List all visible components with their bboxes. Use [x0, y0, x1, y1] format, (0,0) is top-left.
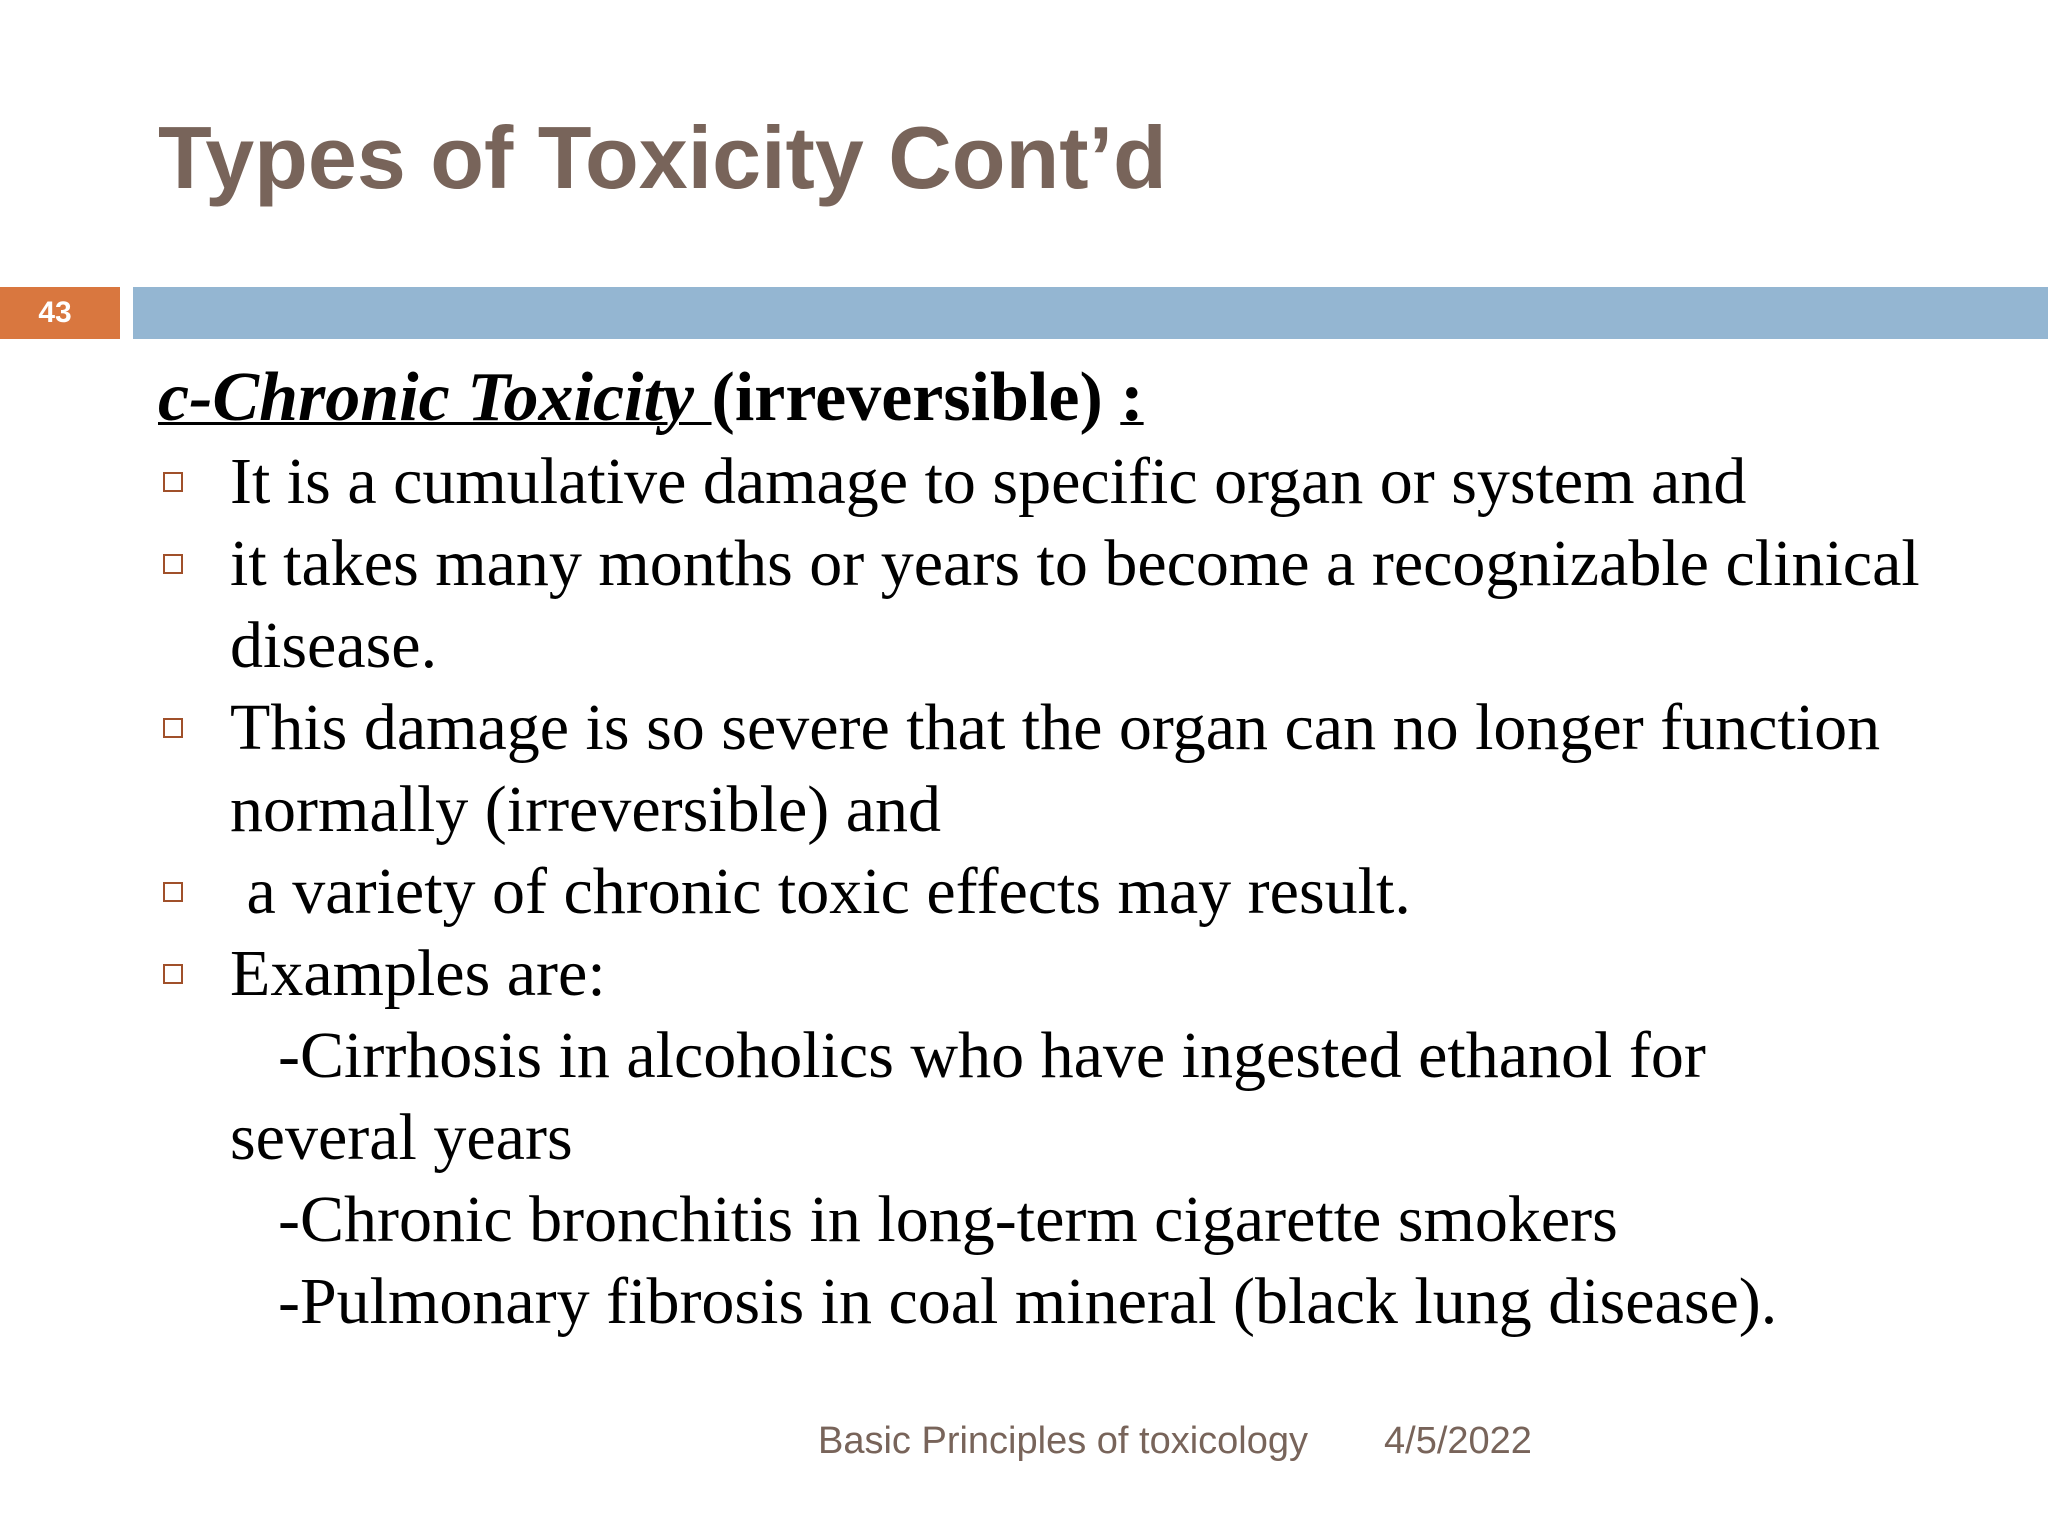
example-text: -Pulmonary fibrosis in coal mineral (black lung disease). — [278, 1265, 1778, 1338]
subheading-qualifier: (irreversible) — [711, 359, 1121, 436]
list-item — [158, 687, 1998, 851]
slide-number-badge: 43 — [0, 287, 120, 339]
bullet-text: It is a cumulative damage to specific organ or system and — [230, 445, 1747, 518]
list-item — [158, 523, 1998, 687]
slide-title: Types of Toxicity Cont’d — [158, 108, 1167, 207]
section-subheading — [158, 355, 1998, 441]
square-bullet-icon — [163, 472, 183, 492]
footer-title: Basic Principles of toxicology — [818, 1420, 1308, 1462]
square-bullet-icon — [163, 964, 183, 984]
square-bullet-icon — [163, 882, 183, 902]
example-text: -Chronic bronchitis in long-term cigarette smokers — [278, 1183, 1618, 1256]
example-item — [158, 1015, 1998, 1179]
list-item — [158, 933, 1998, 1015]
subheading-term: c-Chronic Toxicity — [158, 359, 712, 436]
bullet-text: it takes many months or years to become a recognizable clinical disease. — [230, 527, 1920, 682]
example-text: -Cirrhosis in alcoholics who have ingested ethanol for — [278, 1019, 1706, 1092]
subheading-colon: : — [1120, 359, 1144, 436]
example-text-continued: several years — [230, 1101, 573, 1174]
slide-body — [158, 355, 1998, 1343]
bullet-text: Examples are: — [230, 937, 606, 1010]
title-divider-bar — [133, 287, 2048, 339]
bullet-text: This damage is so severe that the organ can no longer function normally (irreversible) and — [230, 691, 1881, 846]
list-item — [158, 851, 1998, 933]
footer-date: 4/5/2022 — [1384, 1420, 1532, 1462]
square-bullet-icon — [163, 554, 183, 574]
bullet-text: a variety of chronic toxic effects may result. — [230, 855, 1411, 928]
example-item — [158, 1179, 1998, 1261]
list-item — [158, 441, 1998, 523]
bullet-list — [158, 441, 1998, 1015]
square-bullet-icon — [163, 718, 183, 738]
example-item — [158, 1261, 1998, 1343]
